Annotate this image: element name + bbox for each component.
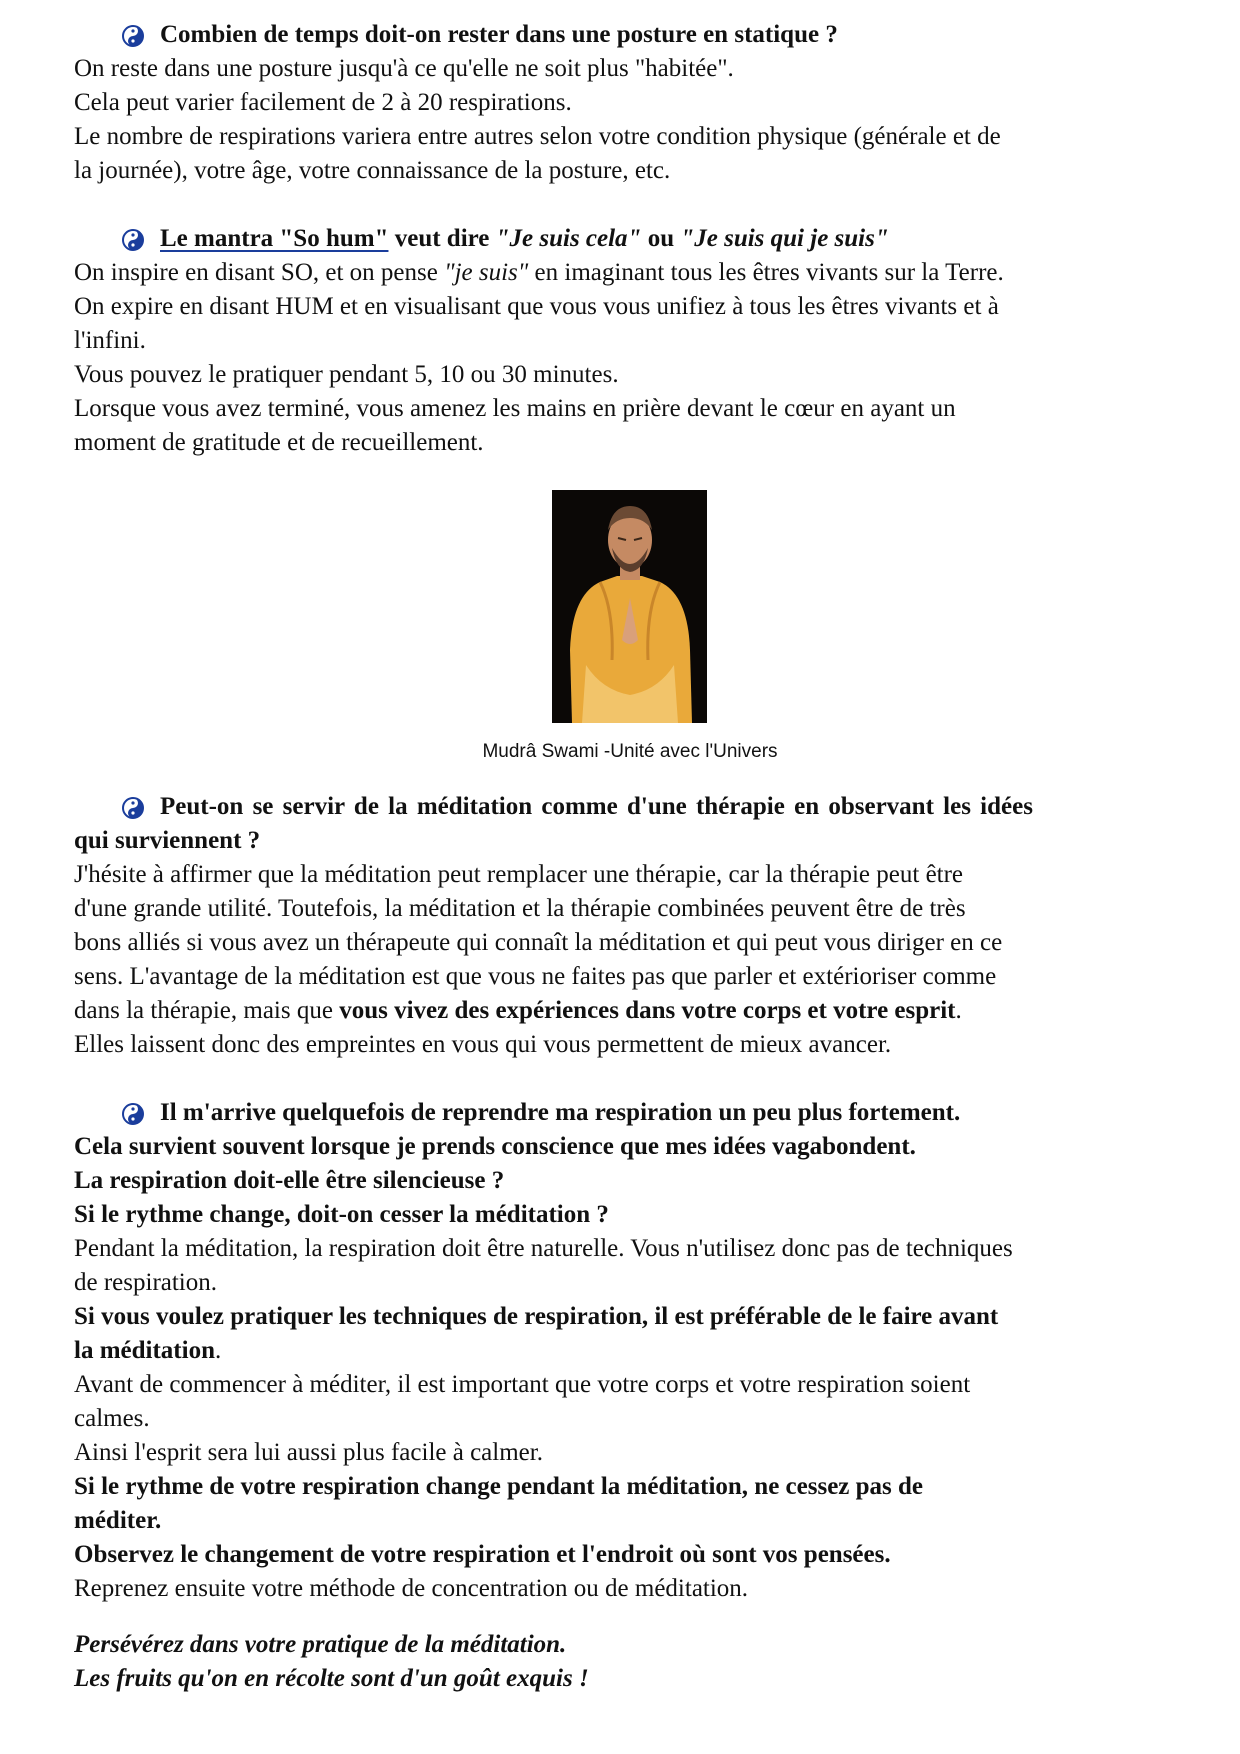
bold-line: Si vous voulez pratiquer les techniques de respiration, il est préférable de le faire avant [74,1303,999,1330]
paragraph-line: Cela peut varier facilement de 2 à 20 respirations. [74,89,572,116]
photo-caption: Mudrâ Swami -Unité avec l'Univers [482,741,778,762]
heading-quote: "Je suis qui je suis" [680,225,889,252]
closing-line: Persévérez dans votre pratique de la méditation. [74,1631,567,1658]
paragraph-line: sens. L'avantage de la méditation est que vous ne faites pas que parler et extérioriser comme [74,963,997,990]
paragraph-line: d'une grande utilité. Toutefois, la méditation et la thérapie combinées peuvent être de très [74,895,966,922]
italic-text: "je suis" [444,259,529,286]
paragraph-line: l'infini. [74,327,146,354]
yin-yang-bullet-icon [122,229,144,251]
paragraph-line: calmes. [74,1405,150,1432]
paragraph-line: Le nombre de respirations variera entre autres selon votre condition physique (générale et de [74,123,1001,150]
paragraph-line [74,1334,1184,1368]
question-heading [74,790,1184,824]
paragraph-line: bons alliés si vous avez un thérapeute qui connaît la méditation et qui peut vous diriger en ce [74,929,1003,956]
bold-line: méditer. [74,1507,162,1534]
closing-line: Les fruits qu'on en récolte sont d'un goût exquis ! [74,1665,589,1692]
paragraph-line: Reprenez ensuite votre méthode de concentration ou de méditation. [74,1575,749,1602]
paragraph-line: J'hésite à affirmer que la méditation peut remplacer une thérapie, car la thérapie peut être [74,861,964,888]
section-posture-duration [74,18,1184,188]
question-text: Peut-on se servir de la méditation comme d'une thérapie en observant les idées [160,793,1033,820]
closing-note [74,1628,1184,1696]
yin-yang-bullet-icon [122,1103,144,1125]
question-text: Si le rythme change, doit-on cesser la méditation ? [74,1201,609,1228]
bold-text: vous vivez des expériences dans votre corps et votre esprit [339,997,956,1024]
text-run: . [955,997,962,1024]
paragraph-line: On reste dans une posture jusqu'à ce qu'elle ne soit plus "habitée". [74,55,734,82]
question-heading [74,1096,1184,1130]
text-run: en imaginant tous les êtres vivants sur la Terre. [528,259,1004,286]
paragraph-line: Avant de commencer à méditer, il est important que votre corps et votre respiration soient [74,1371,971,1398]
text-run: . [214,1337,222,1364]
paragraph-line: Vous pouvez le pratiquer pendant 5, 10 ou 30 minutes. [74,361,619,388]
heading-quote: "Je suis cela" [495,225,642,252]
meditation-photo [552,490,707,723]
section-meditation-therapy [74,790,1184,1062]
question-text: qui surviennent ? [74,827,261,854]
paragraph-line: Pendant la méditation, la respiration doit être naturelle. Vous n'utilisez donc pas de techniques [74,1235,1013,1262]
text-run: dans la thérapie, mais que [74,997,340,1024]
yin-yang-bullet-icon [122,25,144,47]
question-text: Combien de temps doit-on rester dans une posture en statique ? [160,21,838,48]
bold-line: Si le rythme de votre respiration change pendant la méditation, ne cessez pas de [74,1473,924,1500]
mantra-heading [74,222,1184,256]
question-text: La respiration doit-elle être silencieuse ? [74,1167,505,1194]
paragraph-line: Ainsi l'esprit sera lui aussi plus facile à calmer. [74,1439,543,1466]
mantra-link[interactable]: Le mantra "So hum" [160,225,389,252]
question-heading [74,18,1184,52]
paragraph-line: la journée), votre âge, votre connaissance de la posture, etc. [74,157,671,184]
section-so-hum-mantra [74,222,1184,460]
question-text: Il m'arrive quelquefois de reprendre ma respiration un peu plus fortement. [160,1099,961,1126]
paragraph-line [74,256,1184,290]
yin-yang-bullet-icon [122,797,144,819]
paragraph-line: Lorsque vous avez terminé, vous amenez les mains en prière devant le cœur en ayant un [74,395,956,422]
bold-line: Observez le changement de votre respiration et l'endroit où sont vos pensées. [74,1541,891,1568]
heading-text: ou [641,225,681,252]
section-breathing [74,1096,1184,1606]
paragraph-line: Elles laissent donc des empreintes en vous qui vous permettent de mieux avancer. [74,1031,892,1058]
text-run: On inspire en disant SO, et on pense [74,259,445,286]
heading-text: veut dire [388,225,496,252]
paragraph-line: On expire en disant HUM et en visualisant que vous vous unifiez à tous les êtres vivants et à [74,293,999,320]
paragraph-line: de respiration. [74,1269,218,1296]
meditating-figure-image [552,490,707,723]
paragraph-line: moment de gratitude et de recueillement. [74,429,484,456]
question-text: Cela survient souvent lorsque je prends conscience que mes idées vagabondent. [74,1133,916,1160]
paragraph-line [74,994,1184,1028]
bold-text: la méditation [74,1337,215,1364]
